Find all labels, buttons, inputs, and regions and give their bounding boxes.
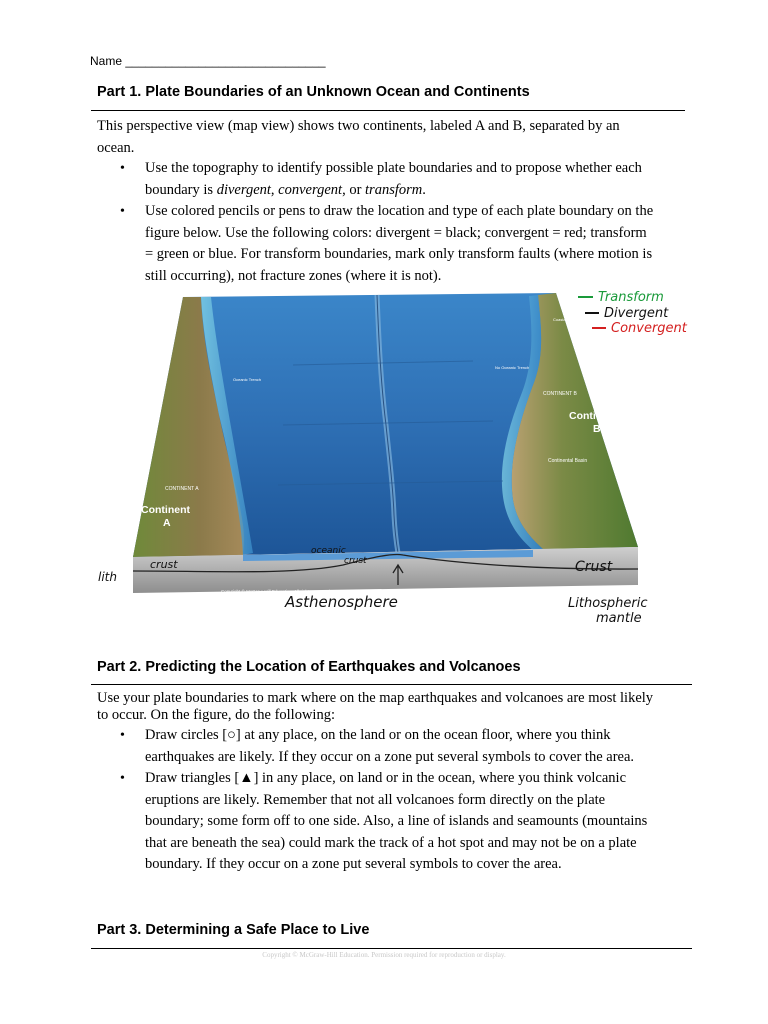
list-item — [120, 725, 647, 768]
bullet-line: figure below. Use the following colors: divergent = black; convergent = red; transform — [145, 224, 647, 241]
part2-intro-line: to occur. On the figure, do the following: — [97, 706, 335, 723]
legend-transform: Transform — [598, 290, 664, 305]
hand-label-oceanic: oceanic — [311, 546, 346, 556]
term-divergent: divergent — [216, 181, 271, 198]
figure-copyright: Copyright © McGraw-Hill Education. All rights reserved. No reproduction or distribution without prior written consent of McGraw-Hill Education. — [221, 589, 504, 594]
hand-label-mantle: mantle — [596, 611, 642, 626]
label-oceanic-trench: Oceanic Trench — [233, 377, 262, 382]
label-continent-a: Continent — [141, 504, 190, 516]
label-continental-basin: Continental Basin — [548, 458, 588, 464]
bullet-icon: • — [120, 161, 125, 176]
bullet-line: Use colored pencils or pens to draw the location and type of each plate boundary on the — [145, 203, 654, 219]
part1-heading: Part 1. Plate Boundaries of an Unknown Ocean and Continents — [97, 84, 530, 100]
bullet-line: = green or blue. For transform boundaries, mark only transform faults (where motion is — [145, 246, 653, 262]
text-span: . — [422, 181, 426, 198]
label-no-oceanic-trench: No Oceanic Trench — [495, 365, 530, 370]
part3-divider — [91, 948, 692, 949]
hand-label-crust-left: crust — [150, 558, 178, 571]
bullet-line: still occurring), not fracture zones (where it is not). — [145, 267, 442, 284]
hand-label-oceanic-crust: crust — [344, 556, 367, 566]
bullet-line: Draw triangles [▲] in any place, on land or in the ocean, where you think volcanic — [145, 770, 627, 786]
part1-divider — [91, 110, 685, 111]
part2-bullet-list — [120, 725, 647, 876]
text-span: , or — [342, 181, 366, 198]
block-diagram-svg — [93, 285, 693, 630]
hand-label-crust-right: Crust — [575, 559, 613, 575]
label-continent-b-small: CONTINENT B — [543, 391, 577, 397]
text-span: , — [270, 181, 279, 198]
bullet-icon: • — [120, 728, 125, 743]
legend-convergent: Convergent — [611, 321, 687, 336]
bullet-icon: • — [120, 771, 125, 786]
term-convergent: convergent — [278, 181, 343, 198]
hand-label-lithospheric: Lithospheric — [568, 596, 648, 611]
bullet-line: boundary. If they occur on a zone put several symbols to cover the area. — [145, 856, 562, 872]
page-footer-copyright: Copyright © McGraw-Hill Education. Permission required for reproduction or display. — [262, 951, 506, 959]
list-item — [120, 201, 653, 287]
bullet-line: Use the topography to identify possible plate boundaries and to propose whether each — [145, 160, 642, 176]
part1-bullet-list — [120, 158, 653, 287]
bullet-line: Draw circles [○] at any place, on the land or on the ocean floor, where you think — [145, 727, 611, 743]
bullet-line: eruptions are likely. Remember that not all volcanoes form directly on the plate — [145, 791, 606, 808]
name-field-label: Name ______________________________ — [90, 54, 326, 68]
bullet-line: earthquakes are likely. If they occur on a zone put several symbols to cover the area. — [145, 748, 635, 765]
hand-label-lith: lith — [98, 570, 117, 584]
bullet-icon: • — [120, 204, 125, 219]
bullet-line — [145, 180, 653, 202]
term-transform: transform — [365, 181, 423, 198]
part3-heading: Part 3. Determining a Safe Place to Live — [97, 922, 370, 938]
part1-intro-line: This perspective view (map view) shows two continents, labeled A and B, separated by an — [97, 118, 620, 134]
part2-intro — [97, 688, 653, 726]
text-span: boundary is — [145, 181, 217, 198]
list-item — [120, 158, 653, 201]
list-item — [120, 768, 647, 876]
part1-intro — [97, 116, 620, 159]
bullet-line: that are beneath the sea) could mark the track of a hot spot and may not be on a plate — [145, 834, 637, 851]
part2-heading: Part 2. Predicting the Location of Earthquakes and Volcanoes — [97, 659, 521, 675]
hand-label-asthenosphere: Asthenosphere — [285, 593, 398, 611]
label-continent-b: Conti — [569, 410, 596, 422]
part1-intro-line: ocean. — [97, 139, 135, 156]
label-continent-a-letter: A — [163, 517, 171, 529]
part2-intro-line: Use your plate boundaries to mark where on the map earthquakes and volcanoes are most likely — [97, 690, 654, 706]
plate-boundary-figure — [93, 285, 693, 630]
legend-divergent: Divergent — [604, 306, 669, 321]
label-continent-b-letter: B — [593, 423, 601, 435]
part2-divider — [91, 684, 692, 685]
label-coastal-plain: Coastal Plain — [553, 317, 577, 322]
bullet-line: boundary; some form off to one side. Also, a line of islands and seamounts (mountains — [145, 813, 648, 829]
label-continent-a-small: CONTINENT A — [165, 486, 199, 492]
